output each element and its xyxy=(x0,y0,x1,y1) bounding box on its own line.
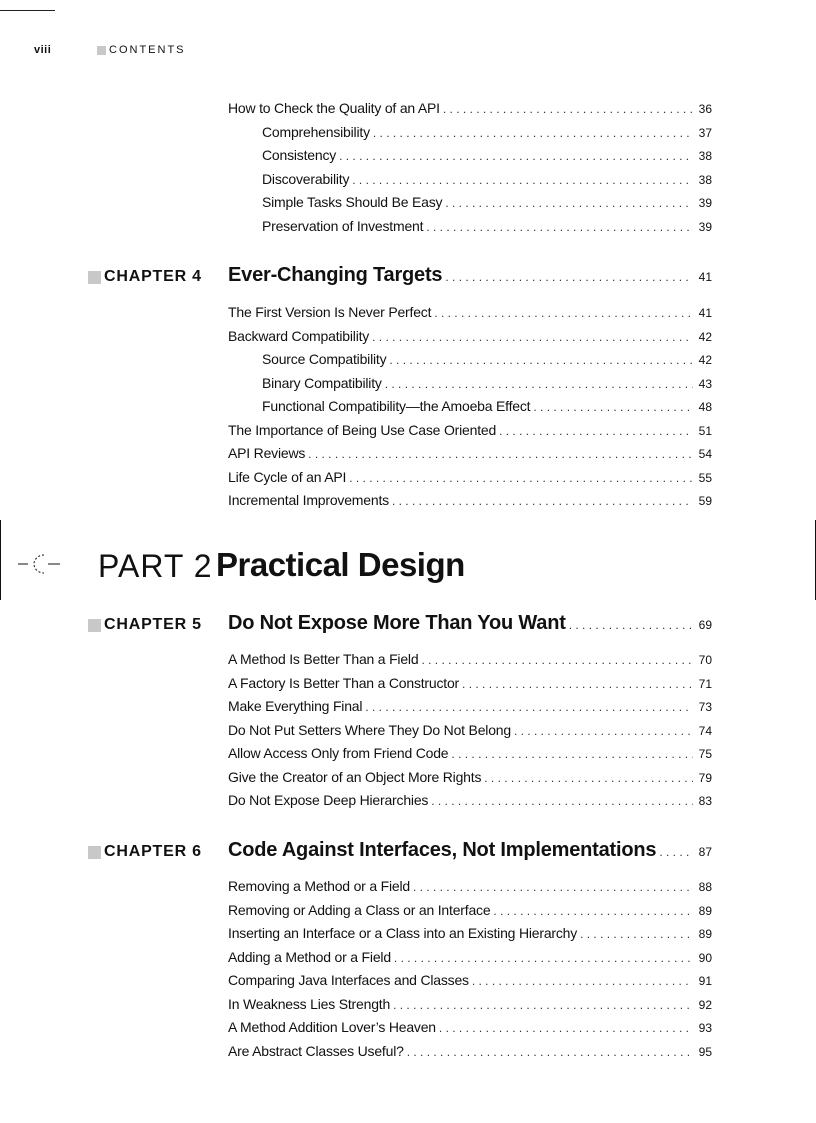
dot-leader xyxy=(407,1045,693,1059)
dot-leader xyxy=(339,149,693,163)
toc-entry-title: Backward Compatibility xyxy=(228,328,370,344)
toc-entry-title: Do Not Put Setters Where They Do Not Belong xyxy=(228,722,511,738)
toc-entry-title: Make Everything Final xyxy=(228,698,363,714)
toc-entry[interactable] xyxy=(228,445,712,465)
chapter-title: Ever-Changing Targets xyxy=(228,264,443,286)
dot-leader xyxy=(499,424,693,438)
dot-leader xyxy=(659,845,693,859)
dot-leader xyxy=(533,400,693,414)
square-marker-icon xyxy=(88,619,101,632)
toc-entry[interactable] xyxy=(228,902,712,922)
toc-entry-title: A Method Is Better Than a Field xyxy=(228,651,419,667)
toc-entry-page: 93 xyxy=(698,1021,712,1035)
toc-subentry[interactable] xyxy=(262,351,712,371)
part-label: PART 2 xyxy=(98,548,213,584)
dot-leader xyxy=(393,998,693,1012)
toc-entry-page: 55 xyxy=(698,471,712,485)
dot-leader xyxy=(514,724,693,738)
chapter-title: Do Not Expose More Than You Want xyxy=(228,612,566,634)
dot-leader xyxy=(439,1021,693,1035)
toc-entry[interactable] xyxy=(228,304,712,324)
chapter-page: 41 xyxy=(698,270,712,284)
toc-entry-title: Simple Tasks Should Be Easy xyxy=(262,194,443,210)
square-marker-icon xyxy=(88,846,101,859)
toc-entry[interactable] xyxy=(228,422,712,442)
toc-subentry[interactable] xyxy=(262,218,712,238)
toc-entry-page: 36 xyxy=(698,102,712,116)
toc-entry[interactable] xyxy=(228,100,712,120)
toc-entry-page: 88 xyxy=(698,880,712,894)
chapter-5-heading[interactable] xyxy=(228,612,712,640)
toc-entry-page: 95 xyxy=(698,1045,712,1059)
dot-leader xyxy=(392,494,693,508)
toc-entry-page: 38 xyxy=(698,149,712,163)
toc-entry-title: A Method Addition Lover’s Heaven xyxy=(228,1019,436,1035)
toc-subentry[interactable] xyxy=(262,194,712,214)
toc-entry-page: 74 xyxy=(698,724,712,738)
toc-entry-page: 73 xyxy=(698,700,712,714)
toc-entry-title: Are Abstract Classes Useful? xyxy=(228,1043,404,1059)
toc-entry-page: 83 xyxy=(698,794,712,808)
toc-entry-title: Incremental Improvements xyxy=(228,492,389,508)
toc-entry-title: Allow Access Only from Friend Code xyxy=(228,745,449,761)
dot-leader xyxy=(365,700,693,714)
dot-leader xyxy=(434,306,693,320)
toc-entry-page: 70 xyxy=(698,653,712,667)
dot-leader xyxy=(349,471,693,485)
dot-leader xyxy=(451,747,693,761)
toc-entry-page: 51 xyxy=(698,424,712,438)
toc-entry-page: 39 xyxy=(698,220,712,234)
toc-entry[interactable] xyxy=(228,469,712,489)
toc-entry-page: 54 xyxy=(698,447,712,461)
page-folio: viii xyxy=(34,44,52,56)
toc-entry-page: 43 xyxy=(698,377,712,391)
toc-entry-page: 91 xyxy=(698,974,712,988)
toc-entry-title: Preservation of Investment xyxy=(262,218,424,234)
dot-leader xyxy=(426,220,693,234)
toc-entry-page: 42 xyxy=(698,353,712,367)
toc-entry[interactable] xyxy=(228,972,712,992)
toc-entry-title: Adding a Method or a Field xyxy=(228,949,391,965)
toc-entry-page: 37 xyxy=(698,126,712,140)
toc-entry-title: Inserting an Interface or a Class into an Existing Hierarchy xyxy=(228,925,578,941)
dot-leader xyxy=(352,173,693,187)
toc-entry-page: 48 xyxy=(698,400,712,414)
dot-leader xyxy=(462,677,693,691)
toc-entry[interactable] xyxy=(228,769,712,789)
dot-leader xyxy=(413,880,693,894)
chapter-page: 87 xyxy=(698,845,712,859)
toc-subentry[interactable] xyxy=(262,171,712,191)
dot-leader xyxy=(389,353,693,367)
toc-entry-page: 41 xyxy=(698,306,712,320)
toc-entry-page: 79 xyxy=(698,771,712,785)
toc-entry-title: API Reviews xyxy=(228,445,306,461)
toc-entry[interactable] xyxy=(228,745,712,765)
part-title: Practical Design xyxy=(216,546,465,583)
running-head-label: CONTENTS xyxy=(109,44,186,56)
dot-leader xyxy=(431,794,693,808)
toc-entry-title: Comparing Java Interfaces and Classes xyxy=(228,972,469,988)
top-rule xyxy=(0,10,55,11)
toc-entry[interactable] xyxy=(228,925,712,945)
dot-leader xyxy=(373,126,693,140)
toc-entry[interactable] xyxy=(228,698,712,718)
toc-entry-title: Discoverability xyxy=(262,171,350,187)
dot-leader xyxy=(385,377,693,391)
dot-leader xyxy=(569,618,693,632)
toc-entry-title: Give the Creator of an Object More Rights xyxy=(228,769,482,785)
toc-entry[interactable] xyxy=(228,492,712,512)
toc-entry[interactable] xyxy=(228,1043,712,1063)
toc-entry-page: 92 xyxy=(698,998,712,1012)
toc-entry-title: Comprehensibility xyxy=(262,124,370,140)
toc-entry-title: Functional Compatibility—the Amoeba Effect xyxy=(262,398,531,414)
toc-entry[interactable] xyxy=(228,328,712,348)
running-head xyxy=(97,44,186,56)
chapter-4-heading[interactable] xyxy=(228,264,712,292)
toc-entry-page: 42 xyxy=(698,330,712,344)
toc-entry-title: Binary Compatibility xyxy=(262,375,382,391)
toc-entry-title: Removing or Adding a Class or an Interface xyxy=(228,902,491,918)
toc-entry[interactable] xyxy=(228,651,712,671)
toc-entry-title: Consistency xyxy=(262,147,337,163)
dot-leader xyxy=(308,447,693,461)
square-marker-icon xyxy=(88,271,101,284)
dot-leader xyxy=(484,771,693,785)
toc-subentry[interactable] xyxy=(262,124,712,144)
toc-entry-page: 75 xyxy=(698,747,712,761)
dot-leader xyxy=(372,330,693,344)
toc-entry-page: 59 xyxy=(698,494,712,508)
toc-entry-title: A Factory Is Better Than a Constructor xyxy=(228,675,460,691)
dot-leader xyxy=(394,951,693,965)
toc-entry-page: 90 xyxy=(698,951,712,965)
toc-entry[interactable] xyxy=(228,792,712,812)
toc-subentry[interactable] xyxy=(262,398,712,418)
square-marker-icon xyxy=(97,46,106,55)
chapter-6-label: CHAPTER 6 xyxy=(88,843,202,861)
toc-entry-title: In Weakness Lies Strength xyxy=(228,996,391,1012)
toc-entry-title: The First Version Is Never Perfect xyxy=(228,304,432,320)
toc-entry[interactable] xyxy=(228,996,712,1016)
toc-entry[interactable] xyxy=(228,722,712,742)
dot-leader xyxy=(580,927,693,941)
page-header xyxy=(0,0,816,70)
toc-entry-page: 89 xyxy=(698,904,712,918)
dot-leader xyxy=(443,102,693,116)
toc-entry[interactable] xyxy=(228,878,712,898)
toc-entry-title: Life Cycle of an API xyxy=(228,469,347,485)
dot-leader xyxy=(421,653,693,667)
chapter-title: Code Against Interfaces, Not Implementations xyxy=(228,839,657,861)
toc-entry-page: 38 xyxy=(698,173,712,187)
toc-entry-title: Source Compatibility xyxy=(262,351,387,367)
dot-leader xyxy=(445,196,693,210)
registration-mark-icon xyxy=(18,552,60,576)
toc-entry-page: 39 xyxy=(698,196,712,210)
chapter-4-label: CHAPTER 4 xyxy=(88,268,202,286)
toc-entry-page: 71 xyxy=(698,677,712,691)
toc-entry-title: How to Check the Quality of an API xyxy=(228,100,440,116)
dot-leader xyxy=(493,904,693,918)
toc-entry-title: Removing a Method or a Field xyxy=(228,878,410,894)
toc-entry[interactable] xyxy=(228,675,712,695)
dot-leader xyxy=(472,974,693,988)
toc-entry-page: 89 xyxy=(698,927,712,941)
chapter-6-heading[interactable] xyxy=(228,839,712,867)
toc-entry[interactable] xyxy=(228,1019,712,1039)
toc-subentry[interactable] xyxy=(262,147,712,167)
toc-entry-title: Do Not Expose Deep Hierarchies xyxy=(228,792,429,808)
chapter-page: 69 xyxy=(698,618,712,632)
left-margin-line xyxy=(0,520,1,600)
dot-leader xyxy=(445,270,693,284)
chapter-5-label: CHAPTER 5 xyxy=(88,616,202,634)
toc-entry[interactable] xyxy=(228,949,712,969)
toc-subentry[interactable] xyxy=(262,375,712,395)
toc-entry-title: The Importance of Being Use Case Oriented xyxy=(228,422,497,438)
